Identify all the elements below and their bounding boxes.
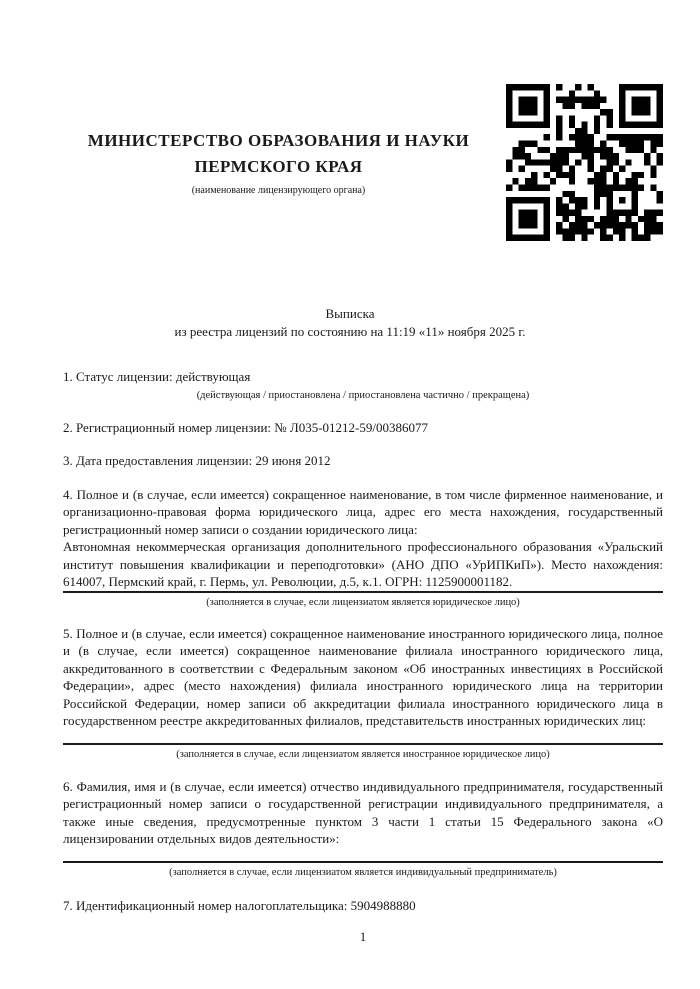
item-2-registration-number [63, 419, 663, 437]
item-5-caption: (заполняется в случае, если лицензиатом является иностранное юридическое лицо) [176, 748, 550, 760]
licensing-authority [63, 128, 506, 197]
item-6-value-field [63, 848, 663, 863]
item-4-text: 4. Полное и (в случае, если имеется) сокращенное наименование, в том числе фирменное наименование, и организационно-правовая форма юридического лица, адрес его места нахождения, государственный регистрационный номер записи о создании юридического лица: [63, 486, 663, 537]
document-subtitle: из реестра лицензий по состоянию на 11:19 «11» ноября 2025 г. [174, 323, 526, 339]
item-2-text: 2. Регистрационный номер лицензии: № Л035-01212-59/00386077 [63, 419, 429, 435]
ministry-name-line2: ПЕРМСКОГО КРАЯ [194, 157, 363, 176]
document-body [63, 368, 663, 914]
item-1-caption: (действующая / приостановлена / приостановлена частично / прекращена) [196, 389, 530, 401]
item-7-text: 7. Идентификационный номер налогоплательщика: 5904988880 [63, 897, 416, 913]
document-title: Выписка [325, 306, 375, 321]
ministry-name-line1: МИНИСТЕРСТВО ОБРАЗОВАНИЯ И НАУКИ [87, 131, 470, 150]
item-4-value: Автономная некоммерческая организация дополнительного профессионального образования «Уральский институт повышения квалификации и переподготовки» (АНО ДПО «УрИПКиП»). Место нахождения: 614007, Пермский край, г. Пермь, ул. Революции, д.5, к.1. ОГРН: 1125900001182. [63, 539, 663, 589]
qr-code-icon [506, 84, 663, 241]
page-number: 1 [359, 929, 367, 944]
item-6-caption: (заполняется в случае, если лицензиатом является индивидуальный предприниматель) [169, 866, 557, 878]
item-4-value-field [63, 538, 663, 593]
item-6-individual-entrepreneur [63, 778, 663, 880]
blank-field [63, 730, 663, 743]
item-5-foreign-entity [63, 625, 663, 762]
document-header [63, 84, 663, 241]
item-1-text: 1. Статус лицензии: действующая [63, 369, 251, 384]
item-6-text: 6. Фамилия, имя и (в случае, если имеется) отчество индивидуального предпринимателя, государственный регистрационный номер записи о государственной регистрации индивидуального предпринимателя, а также иные сведения, предусмотренные пунктом 3 части 1 статьи 15 Федерального закона «О лицензировании отдельных видов деятельности»: [63, 778, 663, 846]
blank-field [63, 848, 663, 861]
item-5-text: 5. Полное и (в случае, если имеется) сокращенное наименование иностранного юридического лица, полное и (в случае, если имеется) сокращенное наименование филиала иностранного юридического лица, аккредитованного в соответствии с Федеральным законом «Об иностранных инвестициях в Российской Федерации», адрес (место нахождения) филиала иностранного юридического лица на территории Российской Федерации, номер записи об аккредитации филиала иностранного юридического лица в государственном реестре аккредитованных филиалов, представительств иностранных юридических лиц: [63, 625, 663, 728]
item-4-legal-entity [63, 486, 663, 610]
item-1-license-status [63, 368, 663, 403]
document-title-block [0, 305, 700, 340]
ministry-name-caption: (наименование лицензирующего органа) [191, 185, 366, 196]
item-5-value-field [63, 730, 663, 745]
item-4-caption: (заполняется в случае, если лицензиатом является юридическое лицо) [206, 596, 520, 608]
item-3-text: 3. Дата предоставления лицензии: 29 июня 2012 [63, 453, 331, 468]
item-3-grant-date [63, 452, 663, 470]
item-7-taxpayer-number [63, 897, 663, 915]
